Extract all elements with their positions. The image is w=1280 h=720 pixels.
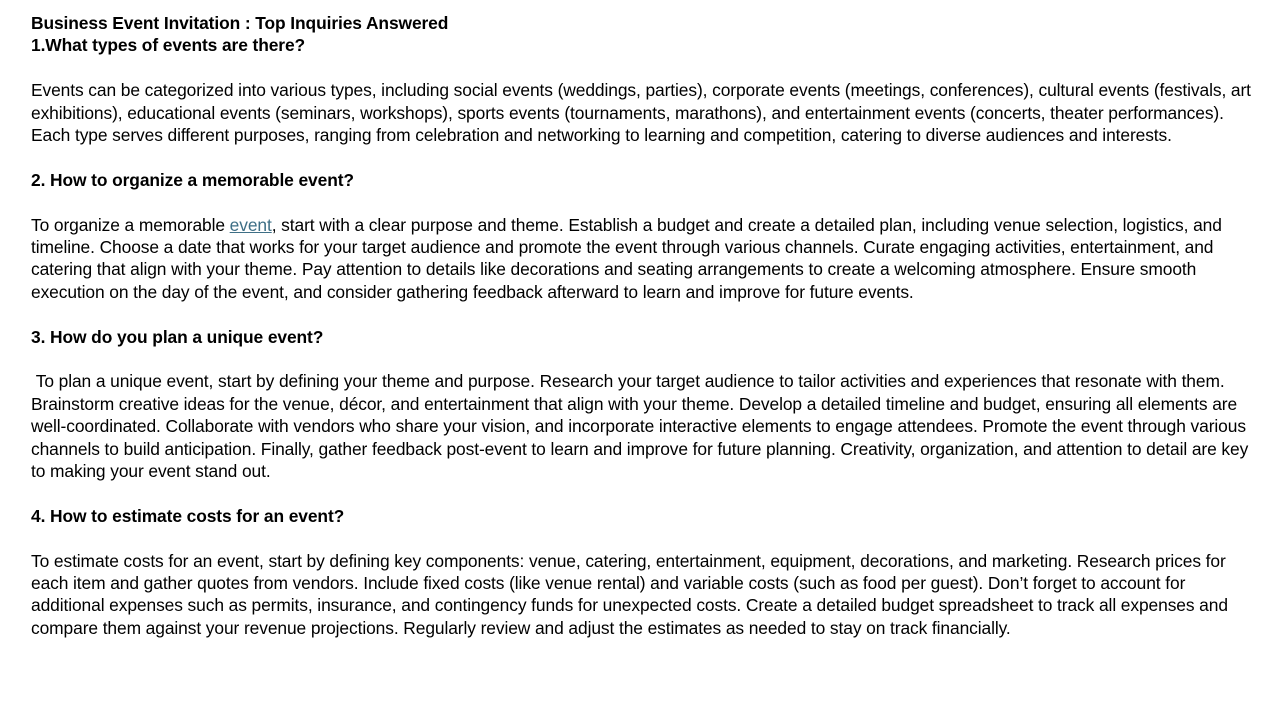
spacer <box>31 348 1263 370</box>
spacer <box>31 303 1263 325</box>
document-title: Business Event Invitation : Top Inquiries Answered <box>31 13 449 33</box>
section-heading-4: 4. How to estimate costs for an event? <box>31 505 345 526</box>
section-body-2-part-1: To organize a memorable <box>31 214 230 235</box>
spacer <box>31 191 1263 213</box>
document <box>31 12 1263 639</box>
section-body-2 <box>31 214 1263 304</box>
section-heading-3: 3. How do you plan a unique event? <box>31 326 324 347</box>
spacer <box>31 146 1263 168</box>
section-body-4: To estimate costs for an event, start by defining key components: venue, catering, entertainment, equipment, decorations, and marketing. Research prices for each item and gather quotes from vendors. Include fixed costs (like venue rental) and variable costs (such as food per guest). Don’t forget to account for additional expenses such as permits, insurance, and contingency funds for unexpected costs. Create a detailed budget spreadsheet to track all expenses and compare them against your revenue projections. Regularly review and adjust the estimates as needed to stay on track financially. <box>31 550 1228 638</box>
section-body-1: Events can be categorized into various types, including social events (weddings, parties), corporate events (meetings, conferences), cultural events (festivals, art exhibitions), educational events (seminars, workshops), sports events (tournaments, marathons), and entertainment events (concerts, theater performances). Each type serves different purposes, ranging from celebration and networking to learning and competition, catering to diverse audiences and interests. <box>31 80 1251 146</box>
spacer <box>31 527 1263 549</box>
spacer <box>31 482 1263 504</box>
spacer <box>31 57 1263 79</box>
section-body-2-part-2: , start with a clear purpose and theme. Establish a budget and create a detailed plan, including venue selection, logistics, and timeline. Choose a date that works for your target audience and promote the event through various channels. Curate engaging activities, entertainment, and catering that align with your theme. Pay attention to details like decorations and seating arrangements to create a welcoming atmosphere. Ensure smooth execution on the day of the event, and consider gathering feedback afterward to learn and improve for future events. <box>31 214 1222 302</box>
section-body-3: To plan a unique event, start by defining your theme and purpose. Research your target audience to tailor activities and experiences that resonate with them. Brainstorm creative ideas for the venue, décor, and entertainment that align with your theme. Develop a detailed timeline and budget, ensuring all elements are well-coordinated. Collaborate with vendors who share your vision, and incorporate interactive elements to engage attendees. Promote the event through various channels to build anticipation. Finally, gather feedback post-event to learn and improve for future planning. Creativity, organization, and attention to detail are key to making your event stand out. <box>31 371 1253 482</box>
section-heading-1: 1.What types of events are there? <box>31 35 306 56</box>
section-heading-2: 2. How to organize a memorable event? <box>31 169 354 190</box>
event-link[interactable]: event <box>229 214 272 235</box>
